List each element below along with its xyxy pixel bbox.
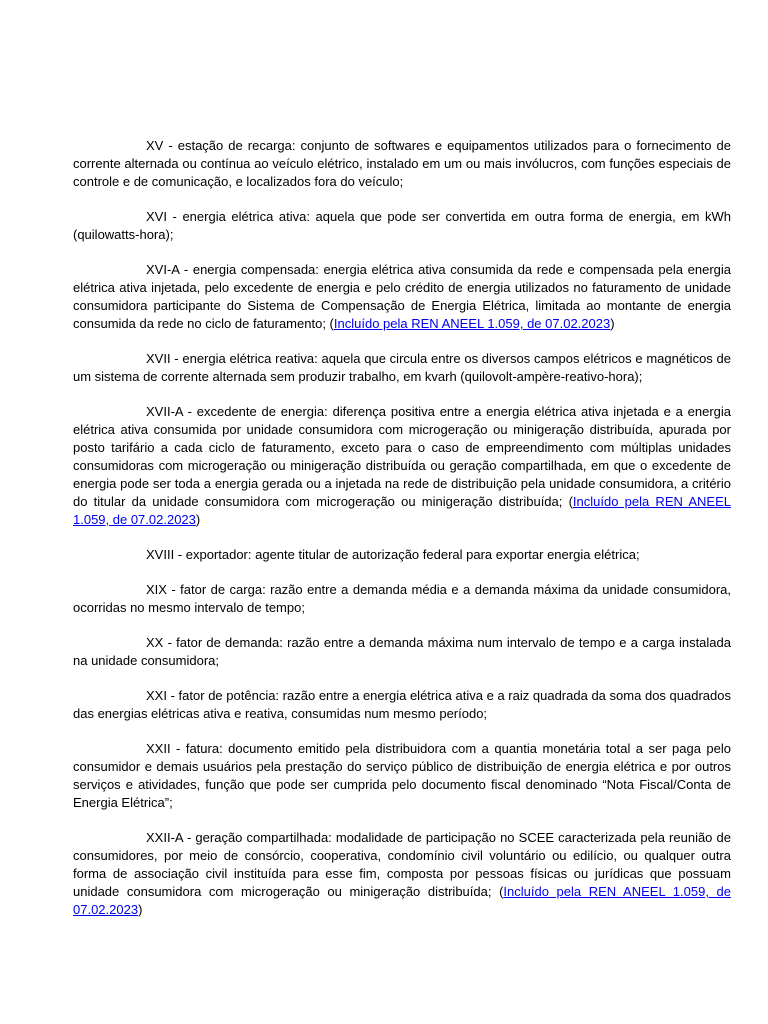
paragraph-xv [73, 137, 731, 191]
paragraph-xxi [73, 687, 731, 723]
paragraph-xvi [73, 208, 731, 244]
paragraph-xvii [73, 350, 731, 386]
link-close-paren: ) [610, 316, 615, 331]
paragraph-text: XXII - fatura: documento emitido pela distribuidora com a quantia monetária total a ser paga pelo consumidor e demais usuários pela prestação do serviço público de distribuição de energia elétrica e por outros serviços e atividades, função que pode ser cumprida pelo documento fiscal denominado “Nota Fiscal/Conta de Energia Elétrica”; [73, 741, 731, 810]
paragraph-text: XVII - energia elétrica reativa: aquela que circula entre os diversos campos elétricos e magnéticos de um sistema de corrente alternada sem produzir trabalho, em kvarh (quilovolt-ampère-reativo-hora); [73, 351, 731, 384]
paragraph-text: XXI - fator de potência: razão entre a energia elétrica ativa e a raiz quadrada da soma dos quadrados das energias elétricas ativa e reativa, consumidas num mesmo período; [73, 688, 731, 721]
paragraph-text: XVII-A - excedente de energia: diferença positiva entre a energia elétrica ativa injetada e a energia elétrica ativa consumida por unidade consumidora com microgeração ou minigeração distribuída, apurada por posto tarifário a cada ciclo de faturamento, exceto para o caso de empreendimento com múltiplas unidades consumidoras com microgeração ou minigeração distribuída ou geração compartilhada, em que o excedente de energia pode ser toda a energia gerada ou a injetada na rede de distribuição pela unidade consumidora, a critério do titular da unidade consumidora com microgeração ou minigeração distribuída; [73, 404, 731, 509]
link-close-paren: ) [138, 902, 143, 917]
paragraph-text: XXII-A - geração compartilhada: modalidade de participação no SCEE caracterizada pela reunião de consumidores, por meio de consórcio, cooperativa, condomínio civil voluntário ou edilício, ou qualquer outra forma de associação civil instituída para esse fim, composta por pessoas físicas ou jurídicas que possuam unidade consumidora com microgeração ou minigeração distribuída; [73, 830, 731, 899]
link-open-paren: ( [491, 884, 504, 899]
paragraph-xx [73, 634, 731, 670]
paragraph-text: XX - fator de demanda: razão entre a demanda máxima num intervalo de tempo e a carga instalada na unidade consumidora; [73, 635, 731, 668]
paragraph-xxii [73, 740, 731, 812]
paragraph-xvii-a [73, 403, 731, 529]
document-page [73, 137, 731, 936]
paragraph-text: XVI-A - energia compensada: energia elétrica ativa consumida da rede e compensada pela energia elétrica ativa injetada, pelo excedente de energia e pelo crédito de energia utilizados no faturamento de unidade consumidora participante do Sistema de Compensação de Energia Elétrica, limitada ao montante de energia consumida da rede no ciclo de faturamento; [73, 262, 731, 331]
paragraph-xvi-a [73, 261, 731, 333]
link-open-paren: ( [325, 316, 334, 331]
paragraph-text: XV - estação de recarga: conjunto de softwares e equipamentos utilizados para o fornecimento de corrente alternada ou contínua ao veículo elétrico, instalado em um ou mais invólucros, com funções especiais de controle e de comunicação, e localizados fora do veículo; [73, 138, 731, 189]
amendment-link[interactable]: Incluído pela REN ANEEL 1.059, de 07.02.2023 [73, 884, 731, 917]
link-open-paren: ( [562, 494, 573, 509]
paragraph-text: XIX - fator de carga: razão entre a demanda média e a demanda máxima da unidade consumidora, ocorridas no mesmo intervalo de tempo; [73, 582, 731, 615]
paragraph-xviii [73, 546, 731, 564]
link-close-paren: ) [195, 512, 201, 527]
paragraph-xxii-a [73, 829, 731, 919]
amendment-link[interactable]: Incluído pela REN ANEEL 1.059, de 07.02.2023 [333, 316, 611, 331]
amendment-link[interactable]: Incluído pela REN ANEEL 1.059, de 07.02.2023 [73, 494, 731, 527]
paragraph-text: XVI - energia elétrica ativa: aquela que pode ser convertida em outra forma de energia, em kWh (quilowatts-hora); [73, 209, 731, 242]
paragraph-xix [73, 581, 731, 617]
paragraph-text: XVIII - exportador: agente titular de autorização federal para exportar energia elétrica; [146, 547, 640, 562]
